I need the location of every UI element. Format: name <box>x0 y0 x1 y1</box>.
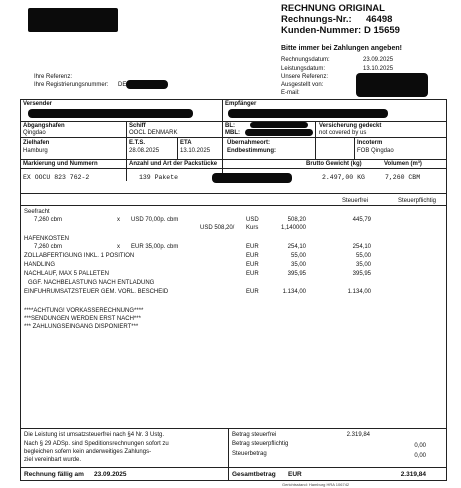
sum-taxable: 0,00 <box>414 443 426 449</box>
exchange-rate-value: 1,140000 <box>280 225 306 231</box>
harbour-amount: 254,10 <box>287 244 306 250</box>
transfer-place-label: Übernahmeort: <box>227 140 271 146</box>
seafreight-amount: 508,20 <box>287 217 306 223</box>
on-carriage-note: GGF. NACHBELASTUNG NACH ENTLADUNG <box>28 280 155 286</box>
harbour-rate: EUR 35,00p. cbm <box>131 244 179 250</box>
packages-label: Anzahl und Art der Packstücke <box>129 161 218 167</box>
invoice-title: RECHNUNG ORIGINAL <box>281 3 385 14</box>
volume-label: Volumen (m³) <box>384 161 422 167</box>
seafreight-rate: USD 70,00p. cbm <box>131 217 179 223</box>
invoice-number-label: Rechnungs-Nr.: <box>281 14 352 25</box>
email-label: E-mail: <box>281 90 300 96</box>
customs-currency: EUR <box>246 253 259 259</box>
taxable-column-label: Steuerpflichtig <box>398 198 437 204</box>
mbl-label: MBL: <box>225 130 240 136</box>
exchange-rate-label: Kurs <box>246 225 259 231</box>
import-vat-label: EINFUHRUMSATZSTEUER GEM. VORL. BESCHEID <box>24 289 169 295</box>
notice-line-3: *** ZAHLUNGSEINGANG DISPONIERT*** <box>24 324 139 330</box>
seafreight-currency: USD <box>246 217 259 223</box>
eta-date: 13.10.2025 <box>180 148 211 154</box>
harbour-taxfree: 254,10 <box>352 244 371 250</box>
tax-amount: 0,00 <box>414 453 426 459</box>
on-carriage-taxfree: 395,95 <box>352 271 371 277</box>
incoterm-label: Incoterm <box>357 140 383 146</box>
redacted-sender-logo <box>28 8 118 32</box>
harbour-currency: EUR <box>246 244 259 250</box>
total-amount: 2.319,84 <box>400 471 426 478</box>
import-vat-amount: 1.134,00 <box>282 289 306 295</box>
service-date-label: Leistungsdatum: <box>281 66 326 72</box>
final-destination-label: Endbestimmung: <box>227 148 276 154</box>
consignee-label: Empfänger <box>225 101 257 107</box>
goods-volume: 7,260 CBM <box>385 174 421 181</box>
vessel-name: OOCL DENMARK <box>129 130 178 136</box>
your-registration-label: Ihre Registrierungsnummer: <box>34 82 109 88</box>
gross-weight-label: Brutto Gewicht (kg) <box>306 161 362 167</box>
harbour-quantity: 7,260 cbm <box>34 244 63 250</box>
redacted-shipper <box>28 109 193 118</box>
customs-label: ZOLLABFERTIGUNG INKL. 1 POSITION <box>24 253 135 259</box>
sum-taxable-label: Betrag steuerpflichtig <box>232 441 289 447</box>
exchange-base: USD 508,20/ <box>200 225 235 231</box>
port-of-loading-label: Abgangshafen <box>23 123 65 129</box>
goods-packages: 139 Pakete <box>139 174 179 181</box>
sum-taxfree: 2.319,84 <box>346 432 370 438</box>
goods-marks: EX OOCU 823 762-2 <box>23 174 90 181</box>
redacted-goods-description <box>212 173 292 183</box>
total-currency: EUR <box>288 471 302 478</box>
payment-terms-line-2: begleichen sofern kein anderweitiges Zahlungs- <box>24 449 152 455</box>
taxfree-column-label: Steuerfrei <box>342 198 369 204</box>
service-date: 13.10.2025 <box>363 66 394 72</box>
sum-taxfree-label: Betrag steuerfrei <box>232 432 277 438</box>
destination-port: Hamburg <box>23 148 48 154</box>
tax-amount-label: Steuerbetrag <box>232 451 267 457</box>
seafreight-taxfree: 445,79 <box>352 217 371 223</box>
destination-label: Zielhafen <box>23 140 50 146</box>
payment-reference-notice: Bitte immer bei Zahlungen angeben! <box>281 45 402 52</box>
vat-exemption-note: Die Leistung ist umsatzsteuerfrei nach §4 Nr. 3 Ustg. <box>24 432 165 438</box>
seafreight-quantity: 7,260 cbm <box>34 217 63 223</box>
invoice-number: 46498 <box>366 14 393 25</box>
handling-currency: EUR <box>246 262 259 268</box>
ets-date: 28.08.2025 <box>129 148 160 154</box>
your-registration-value: DE <box>118 82 127 88</box>
issued-by-label: Ausgestellt von: <box>281 82 324 88</box>
import-vat-taxfree: 1.134,00 <box>347 289 371 295</box>
customer-number-label: Kunden-Nummer: <box>281 25 362 36</box>
shipper-label: Versender <box>23 101 53 107</box>
customer-number: D 15659 <box>364 25 400 36</box>
invoice-date: 23.09.2025 <box>363 57 394 63</box>
harbour-multiplier: x <box>117 244 120 250</box>
handling-label: HANDLING <box>24 262 56 268</box>
redacted-bl-number <box>250 122 308 128</box>
due-date-label: Rechnung fällig am <box>24 471 84 478</box>
import-vat-currency: EUR <box>246 289 259 295</box>
your-reference-label: Ihre Referenz: <box>34 74 73 80</box>
seafreight-label: Seefracht <box>24 209 50 215</box>
total-label: Gesamtbetrag <box>232 471 276 478</box>
handling-amount: 35,00 <box>290 262 306 268</box>
eta-label: ETA <box>180 140 192 146</box>
due-date: 23.09.2025 <box>94 471 127 478</box>
invoice-date-label: Rechnungsdatum: <box>281 57 330 63</box>
redacted-contact-block <box>356 73 428 97</box>
incoterm-value: FOB Qingdao <box>357 148 394 154</box>
handling-taxfree: 35,00 <box>355 262 371 268</box>
vessel-label: Schiff <box>129 123 146 129</box>
on-carriage-amount: 395,95 <box>287 271 306 277</box>
notice-line-1: ****ACHTUNG! VORKASSERECHNUNG**** <box>24 308 144 314</box>
ets-label: E.T.S. <box>129 140 146 146</box>
our-reference-label: Unsere Referenz: <box>281 74 329 80</box>
redacted-mbl-number <box>245 129 313 136</box>
insurance-value: not covered by us <box>319 130 367 136</box>
payment-terms-line-1: Nach § 29 ADSp. sind Speditionsrechnungen sofort zu <box>24 441 169 447</box>
customs-amount: 55,00 <box>290 253 306 259</box>
insurance-label: Versicherung gedeckt <box>319 123 382 129</box>
port-of-loading: Qingdao <box>23 130 46 136</box>
notice-line-2: ***SENDUNGEN WERDEN ERST NACH*** <box>24 316 141 322</box>
seafreight-multiplier: x <box>117 217 120 223</box>
marks-label: Markierung und Nummern <box>23 161 98 167</box>
goods-gross-weight: 2.497,00 KG <box>322 174 365 181</box>
harbour-costs-label: HAFENKOSTEN <box>24 236 70 242</box>
on-carriage-label: NACHLAUF, MAX 5 PALLETEN <box>24 271 109 277</box>
customs-taxfree: 55,00 <box>355 253 371 259</box>
redacted-consignee <box>228 109 388 118</box>
on-carriage-currency: EUR <box>246 271 259 277</box>
bl-label: BL: <box>225 123 235 129</box>
payment-terms-line-3: ziel vereinbart wurde. <box>24 457 82 463</box>
court-of-jurisdiction: Gerichtsstand: Hamburg HRA 106742 <box>282 482 350 487</box>
redacted-registration-number <box>126 80 168 89</box>
